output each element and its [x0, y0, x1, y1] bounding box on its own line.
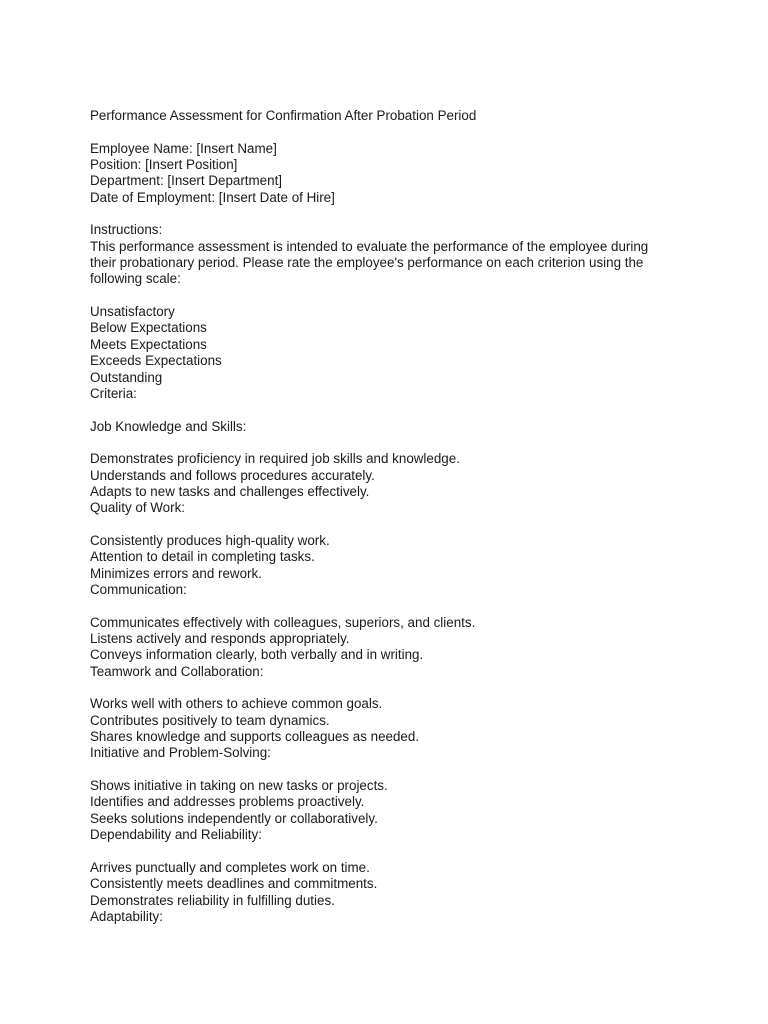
position-field: Position: [Insert Position]	[90, 157, 238, 173]
criterion-item: Works well with others to achieve common goals.	[90, 696, 383, 712]
criterion-item: Consistently produces high-quality work.	[90, 532, 330, 548]
criterion-item: Consistently meets deadlines and commitments.	[90, 876, 378, 892]
document-body	[90, 108, 690, 925]
spacer	[90, 288, 690, 304]
section-heading-communication: Communication:	[90, 581, 187, 597]
instructions-line: their probationary period. Please rate the employee's performance on each criterion using the	[90, 255, 644, 271]
spacer	[90, 435, 690, 451]
section-heading-dependability: Dependability and Reliability:	[90, 827, 262, 843]
spacer	[90, 762, 690, 778]
date-of-employment-field: Date of Employment: [Insert Date of Hire]	[90, 189, 335, 205]
criterion-item: Demonstrates proficiency in required job skills and knowledge.	[90, 451, 460, 467]
criterion-item: Adapts to new tasks and challenges effectively.	[90, 483, 370, 499]
criterion-item: Demonstrates reliability in fulfilling duties.	[90, 892, 335, 908]
criterion-item: Listens actively and responds appropriately.	[90, 631, 350, 646]
criterion-item: Understands and follows procedures accurately.	[90, 467, 375, 483]
spacer	[90, 517, 690, 533]
criterion-item: Contributes positively to team dynamics.	[90, 712, 330, 728]
document-title: Performance Assessment for Confirmation After Probation Period	[90, 108, 477, 123]
criterion-item: Attention to detail in completing tasks.	[90, 549, 315, 565]
section-heading-initiative: Initiative and Problem-Solving:	[90, 745, 271, 761]
criterion-item: Minimizes errors and rework.	[90, 565, 262, 581]
scale-item-unsatisfactory: Unsatisfactory	[90, 304, 175, 320]
scale-item-meets-expectations: Meets Expectations	[90, 336, 207, 352]
department-field: Department: [Insert Department]	[90, 173, 283, 189]
spacer	[90, 402, 690, 418]
criterion-item: Shows initiative in taking on new tasks or projects.	[90, 778, 388, 794]
instructions-line: This performance assessment is intended to evaluate the performance of the employee during	[90, 238, 649, 254]
instructions-heading: Instructions:	[90, 222, 163, 238]
spacer	[90, 124, 690, 140]
instructions-line: following scale:	[90, 271, 181, 287]
section-heading-job-knowledge: Job Knowledge and Skills:	[90, 418, 247, 434]
criteria-heading: Criteria:	[90, 385, 137, 401]
criterion-item: Identifies and addresses problems proactively.	[90, 794, 365, 810]
scale-item-outstanding: Outstanding	[90, 369, 163, 385]
spacer	[90, 843, 690, 859]
criterion-item: Communicates effectively with colleagues, superiors, and clients.	[90, 614, 476, 630]
criterion-item: Arrives punctually and completes work on time.	[90, 859, 370, 875]
criterion-item: Seeks solutions independently or collaboratively.	[90, 810, 378, 826]
criterion-item: Conveys information clearly, both verbally and in writing.	[90, 647, 424, 663]
section-heading-quality-of-work: Quality of Work:	[90, 500, 186, 516]
spacer	[90, 206, 690, 222]
criterion-item: Shares knowledge and supports colleagues as needed.	[90, 729, 420, 745]
spacer	[90, 680, 690, 696]
spacer	[90, 598, 690, 614]
section-heading-adaptability: Adaptability:	[90, 908, 163, 924]
employee-name-field: Employee Name: [Insert Name]	[90, 140, 277, 156]
scale-item-below-expectations: Below Expectations	[90, 320, 207, 336]
scale-item-exceeds-expectations: Exceeds Expectations	[90, 353, 222, 369]
section-heading-teamwork: Teamwork and Collaboration:	[90, 663, 264, 679]
